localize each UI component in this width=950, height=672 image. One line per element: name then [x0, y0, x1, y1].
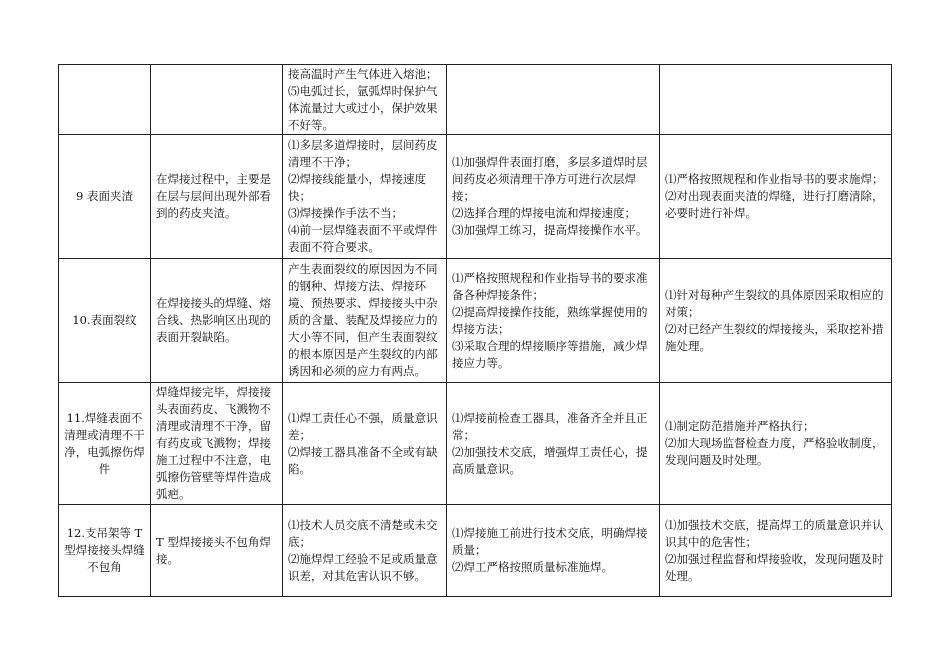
treatment-cell — [660, 65, 892, 135]
defect-causes-cell — [283, 135, 447, 259]
table-row — [59, 135, 892, 259]
defect-causes-cell — [283, 505, 447, 597]
measure-line: ⑴严格按照规程和作业指导书的要求准备各种焊接条件； — [452, 270, 648, 302]
cause-line: ⑴多层多道焊接时，层间药皮清理不干净； — [288, 138, 438, 169]
defect-description-cell — [151, 259, 283, 383]
treatment-line: ⑴严格按照规程和作业指导书的要求施焊； — [665, 172, 884, 186]
description-line: 焊缝焊接完毕，焊接接头表面药皮、飞溅物不清理或清理不干净，留有药皮或飞溅物；焊接施工过程中不注意，电弧擦伤管壁等焊件造成弧疤。 — [156, 385, 271, 501]
prevention-measures-cell — [447, 65, 660, 135]
cause-line: ⑴焊工责任心不强，质量意识差； — [288, 410, 438, 442]
treatment-line: ⑴制定防范措施并严格执行； — [665, 419, 815, 433]
measure-line: ⑶采取合理的焊接顺序等措施，减少焊接应力等。 — [452, 338, 648, 370]
cause-line: ⑸电弧过长，氩弧焊时保护气体流量过大或过小，保护效果不好等。 — [288, 83, 438, 132]
welding-defects-table — [58, 64, 892, 597]
defect-description-cell — [151, 383, 283, 505]
defect-causes-cell — [283, 383, 447, 505]
treatment-cell — [660, 259, 892, 383]
measure-line: ⑴焊接前检查工器具，准备齐全并且正常； — [452, 410, 648, 442]
defect-name-cell: 11.焊缝表面不清理或清理不干净，电弧擦伤焊件 — [59, 383, 151, 505]
description-line: 在焊接接头的焊缝、熔合线、热影响区出现的表面开裂缺陷。 — [156, 296, 271, 344]
defect-description-cell — [151, 505, 283, 597]
treatment-cell — [660, 505, 892, 597]
table-row — [59, 505, 892, 597]
defect-name-cell: 12.支吊架等 T 型焊接接头焊缝不包角 — [59, 505, 151, 597]
cause-line: ⑷前一层焊缝表面不平或焊件表面不符合要求。 — [288, 223, 438, 254]
defect-causes-cell — [283, 259, 447, 383]
table-row — [59, 259, 892, 383]
cause-line: ⑵施焊焊工经验不足或质量意识差，对其危害认识不够。 — [288, 551, 438, 583]
table-row — [59, 65, 892, 135]
prevention-measures-cell — [447, 383, 660, 505]
defect-name-cell — [59, 65, 151, 135]
defect-description-cell — [151, 65, 283, 135]
cause-line: ⑴技术人员交底不清楚或未交底； — [288, 517, 438, 549]
table-row — [59, 383, 892, 505]
treatment-cell — [660, 383, 892, 505]
cause-line: ⑶焊接操作手法不当； — [288, 206, 403, 220]
measure-line: ⑵提高焊接操作技能，熟练掌握使用的焊接方法； — [452, 304, 648, 336]
treatment-line: ⑵加强过程监督和焊接验收，发现问题及时处理。 — [665, 551, 884, 583]
measure-line: ⑵焊工严格按照质量标准施焊。 — [452, 560, 613, 574]
cause-line: ⑵焊接线能量小，焊接速度快； — [288, 172, 426, 203]
treatment-line: ⑴加强技术交底，提高焊工的质量意识并认识其中的危害性； — [665, 517, 884, 549]
prevention-measures-cell — [447, 505, 660, 597]
defect-description-cell — [151, 135, 283, 259]
treatment-cell — [660, 135, 892, 259]
defect-name-cell: 9 表面夹渣 — [59, 135, 151, 259]
cause-line: 接高温时产生气体进入熔池； — [288, 66, 438, 81]
description-line: 在焊接过程中，主要是在层与层间出现外部看到的药皮夹渣。 — [156, 172, 271, 220]
treatment-line: ⑴针对每种产生裂纹的具体原因采取相应的对策； — [665, 287, 884, 319]
measure-line: ⑴焊接施工前进行技术交底，明确焊接质量； — [452, 526, 648, 557]
prevention-measures-cell — [447, 135, 660, 259]
description-line: T 型焊接接头不包角焊接。 — [156, 534, 271, 566]
measure-line: ⑵加强技术交底，增强焊工责任心，提高质量意识。 — [452, 444, 648, 476]
treatment-line: ⑵加大现场监督检查力度，严格验收制度，发现问题及时处理。 — [665, 436, 884, 467]
treatment-line: ⑵对出现表面夹渣的焊缝，进行打磨清除，必要时进行补焊。 — [665, 189, 884, 220]
measure-line: ⑴加强焊件表面打磨，多层多道焊时层间药皮必须清理干净方可进行次层焊接； — [452, 155, 648, 203]
cause-line: 产生表面裂纹的原因因为不同的钢种、焊接方法、焊接环境、预热要求、焊接接头中杂质的含量、装配及焊接应力的大小等不同，但产生表面裂纹的根本原因是产生裂纹的内部诱因和必须的应力有两点。 — [288, 262, 438, 378]
measure-line: ⑵选择合理的焊接电流和焊接速度； — [452, 206, 636, 220]
cause-line: ⑵焊接工器具准备不全或有缺陷。 — [288, 444, 438, 476]
defect-causes-cell — [283, 65, 447, 135]
treatment-line: ⑵对已经产生裂纹的焊接接头，采取挖补措施处理。 — [665, 321, 884, 353]
defect-name-cell: 10.表面裂纹 — [59, 259, 151, 383]
prevention-measures-cell — [447, 259, 660, 383]
measure-line: ⑶加强焊工练习，提高焊接操作水平。 — [452, 223, 648, 237]
